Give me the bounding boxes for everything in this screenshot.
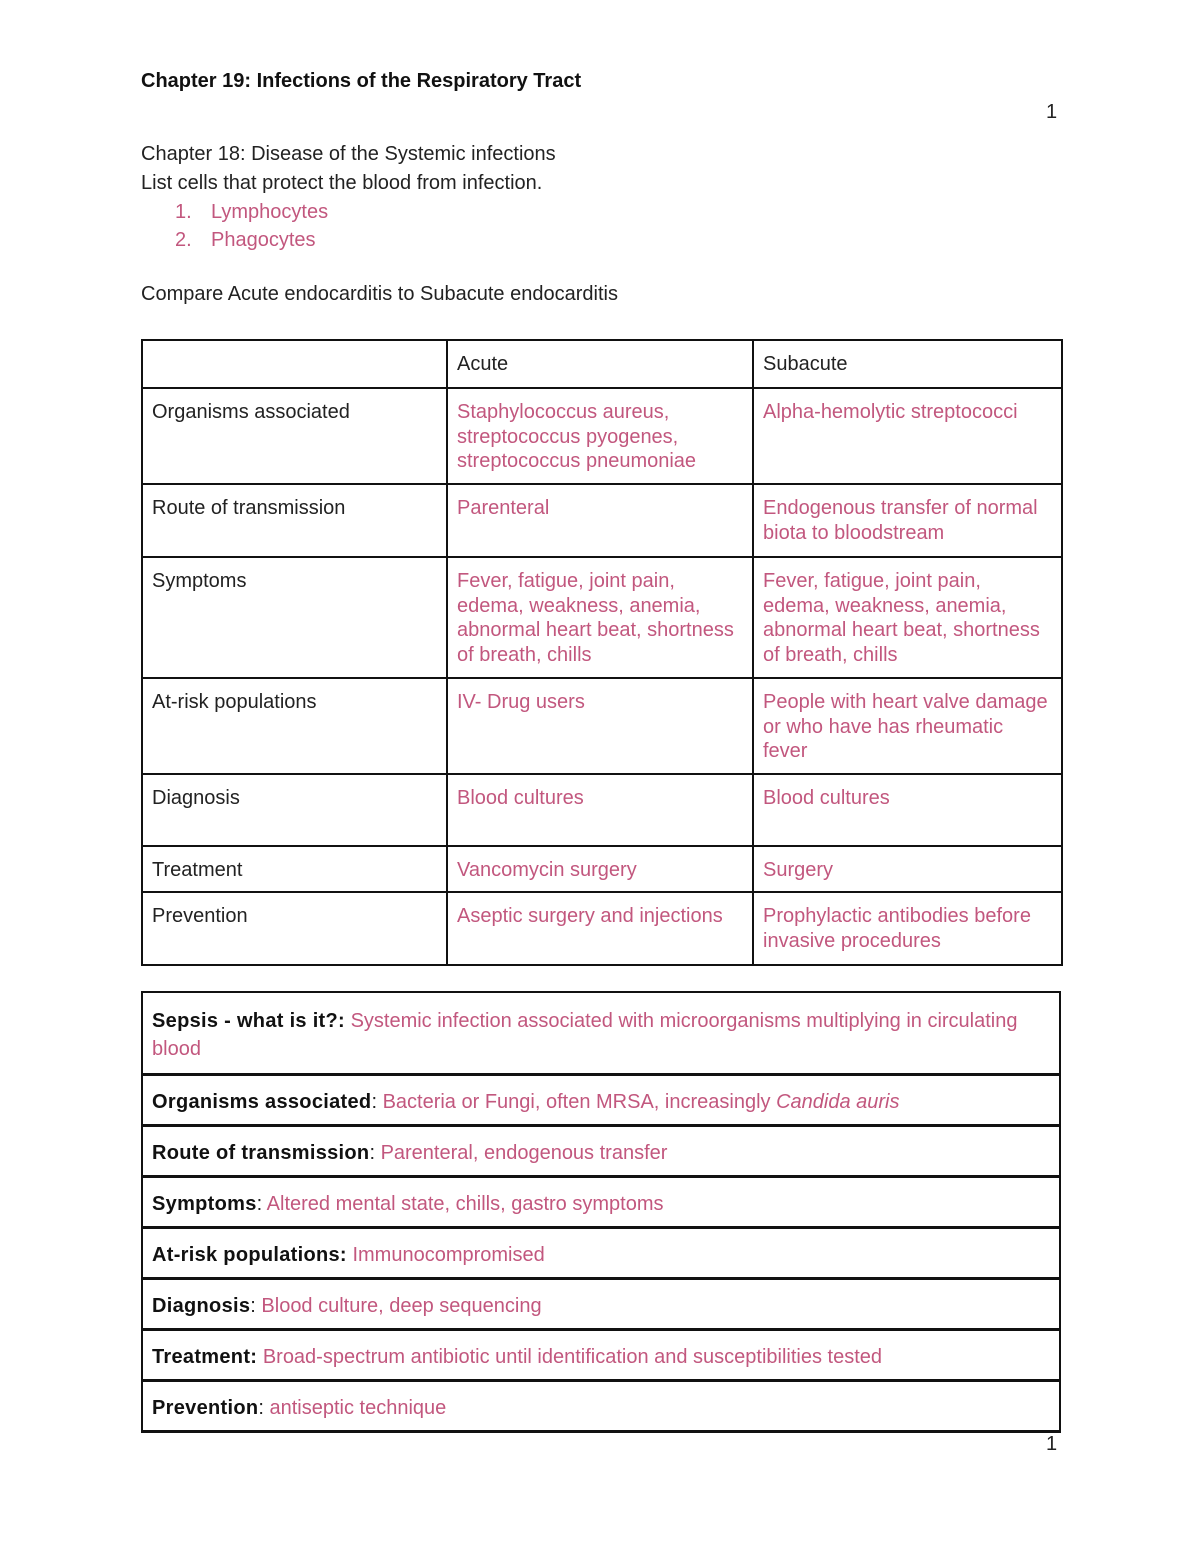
field-value: Immunocompromised <box>352 1243 545 1266</box>
endocarditis-table <box>141 339 1063 966</box>
table-row <box>142 892 1062 965</box>
acute-value: IV- Drug users <box>447 678 753 774</box>
table-row <box>142 1176 1060 1227</box>
table-header-row <box>142 340 1062 388</box>
page-title: Chapter 19: Infections of the Respiratory Tract <box>141 70 582 92</box>
table-row <box>142 1278 1060 1329</box>
sepsis-table <box>141 991 1061 1433</box>
sepsis-symptoms-cell: Symptoms: Altered mental state, chills, gastro symptoms <box>142 1176 1060 1227</box>
acute-value: Vancomycin surgery <box>447 846 753 892</box>
table-row <box>142 1125 1060 1176</box>
list-number: 2. <box>175 229 192 251</box>
row-label: Route of transmission <box>142 484 447 557</box>
acute-value: Fever, fatigue, joint pain, edema, weakness, anemia, abnormal heart beat, shortness of breath, chills <box>447 557 753 678</box>
row-label: Diagnosis <box>142 774 447 846</box>
cell-list <box>141 198 556 254</box>
header-cell-empty <box>142 340 447 388</box>
field-label: Diagnosis <box>152 1294 251 1317</box>
subacute-value: Alpha-hemolytic streptococci <box>753 388 1062 484</box>
header-cell-subacute: Subacute <box>753 340 1062 388</box>
field-label: Organisms associated <box>152 1090 372 1113</box>
table-row <box>142 1329 1060 1380</box>
field-value: Bacteria or Fungi, often MRSA, increasingly <box>382 1090 777 1113</box>
row-label: Treatment <box>142 846 447 892</box>
table-row <box>142 992 1060 1074</box>
row-label: Organisms associated <box>142 388 447 484</box>
acute-value: Staphylococcus aureus, streptococcus pyogenes, streptococcus pneumoniae <box>447 388 753 484</box>
list-number: 1. <box>175 201 192 223</box>
acute-value: Blood cultures <box>447 774 753 846</box>
table-row <box>142 1074 1060 1125</box>
table-row <box>142 678 1062 774</box>
field-label: Sepsis - what is it?: <box>152 1009 345 1032</box>
table-row <box>142 388 1062 484</box>
acute-value: Aseptic surgery and injections <box>447 892 753 965</box>
list-item <box>141 226 556 254</box>
subacute-value: People with heart valve damage or who have has rheumatic fever <box>753 678 1062 774</box>
page-number-top: 1 <box>1046 101 1058 123</box>
question-line: List cells that protect the blood from infection. <box>141 172 543 194</box>
subacute-value: Prophylactic antibodies before invasive procedures <box>753 892 1062 965</box>
header-cell-acute: Acute <box>447 340 753 388</box>
sepsis-prevention-cell: Prevention: antiseptic technique <box>142 1380 1060 1431</box>
field-label: At-risk populations: <box>152 1243 347 1266</box>
table-row <box>142 484 1062 557</box>
table-row <box>142 557 1062 678</box>
list-item <box>141 198 556 226</box>
list-item-label: Lymphocytes <box>211 201 329 223</box>
subacute-value: Blood cultures <box>753 774 1062 846</box>
subacute-value: Surgery <box>753 846 1062 892</box>
subacute-value: Fever, fatigue, joint pain, edema, weakness, anemia, abnormal heart beat, shortness of breath, chills <box>753 557 1062 678</box>
field-value-italic: Candida auris <box>776 1090 900 1113</box>
table-row <box>142 1380 1060 1431</box>
field-value: Blood culture, deep sequencing <box>261 1294 542 1317</box>
sepsis-organisms-cell: Organisms associated: Bacteria or Fungi, often MRSA, increasingly Candida auris <box>142 1074 1060 1125</box>
intro-section <box>141 140 556 254</box>
compare-heading: Compare Acute endocarditis to Subacute endocarditis <box>141 283 618 305</box>
row-label: Symptoms <box>142 557 447 678</box>
field-value: Broad-spectrum antibiotic until identification and susceptibilities tested <box>262 1345 883 1368</box>
sepsis-route-cell: Route of transmission: Parenteral, endogenous transfer <box>142 1125 1060 1176</box>
sepsis-diagnosis-cell: Diagnosis: Blood culture, deep sequencing <box>142 1278 1060 1329</box>
field-value: Systemic infection associated with microorganisms multiplying in circulating blood <box>152 1009 1018 1060</box>
subacute-value: Endogenous transfer of normal biota to bloodstream <box>753 484 1062 557</box>
chapter-line: Chapter 18: Disease of the Systemic infections <box>141 143 556 165</box>
table-row <box>142 774 1062 846</box>
sepsis-definition-cell <box>142 992 1060 1074</box>
field-label: Route of transmission <box>152 1141 370 1164</box>
field-value: antiseptic technique <box>269 1396 447 1419</box>
field-value: Parenteral, endogenous transfer <box>380 1141 668 1164</box>
row-label: At-risk populations <box>142 678 447 774</box>
list-item-label: Phagocytes <box>211 229 316 251</box>
field-value: Altered mental state, chills, gastro symptoms <box>266 1192 664 1215</box>
page-number-bottom: 1 <box>1046 1433 1058 1455</box>
field-label: Prevention <box>152 1396 259 1419</box>
field-label: Symptoms <box>152 1192 257 1215</box>
acute-value: Parenteral <box>447 484 753 557</box>
row-label: Prevention <box>142 892 447 965</box>
sepsis-atrisk-cell <box>142 1227 1060 1278</box>
table-row <box>142 1227 1060 1278</box>
table-row <box>142 846 1062 892</box>
sepsis-treatment-cell <box>142 1329 1060 1380</box>
field-label: Treatment: <box>152 1345 258 1368</box>
